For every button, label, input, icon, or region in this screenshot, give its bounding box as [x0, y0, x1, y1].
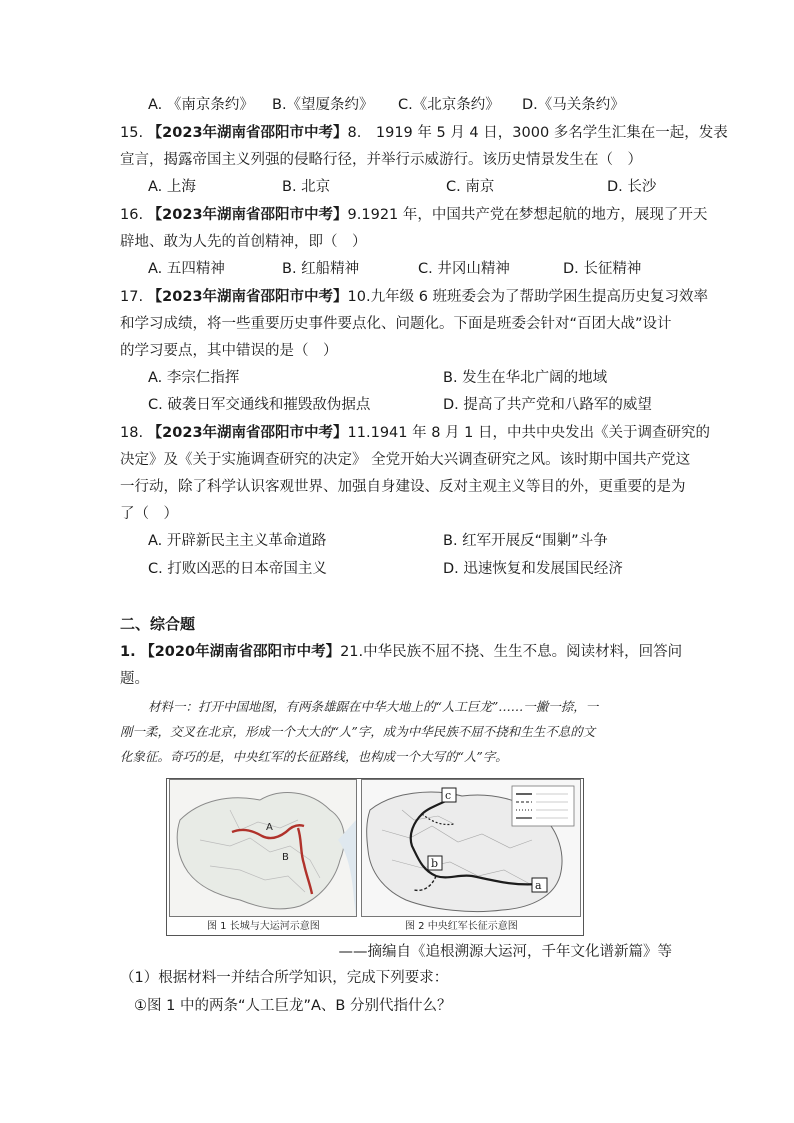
- q18-stem-line-4: 了（ ）: [120, 506, 178, 522]
- q15-stem-line-1: [120, 123, 728, 143]
- fig1-caption: 图 1 长城与大运河示意图: [207, 921, 320, 932]
- fig2-label-c: c: [445, 789, 452, 802]
- comp1-number: 1.: [120, 644, 136, 660]
- q18-option-d: D. 迅速恢复和发展国民经济: [443, 561, 623, 577]
- fig1-label-a: A: [266, 822, 273, 833]
- sub-question-1-1: ①图 1 中的两条“人工巨龙”A、B 分别代指什么？: [134, 998, 452, 1014]
- figure-maps: [166, 778, 584, 936]
- comp1-source: 【2020年湖南省邵阳市中考】: [140, 644, 341, 660]
- q16-number: 16.: [120, 207, 144, 223]
- q18-stem-line-2: 决定》及《关于实施调查研究的决定》 全党开始大兴调查研究之风。该时期中国共产党这: [120, 452, 691, 468]
- q15-source: 【2023年湖南省邵阳市中考】: [147, 125, 348, 141]
- material-source: ——摘编自《追根溯源大运河，千年文化谱新篇》等: [338, 944, 672, 960]
- sub-question-1: （1）根据材料一并结合所学知识，完成下列要求：: [120, 970, 449, 986]
- q14-option-b: B.《望厦条约》: [272, 97, 374, 113]
- q14-option-a: A. 《南京条约》: [148, 97, 254, 113]
- q18-stem-line-1: [120, 423, 710, 443]
- fig1-label-b: B: [282, 852, 289, 863]
- q15-option-a: A. 上海: [148, 179, 196, 195]
- q16-option-c: C. 井冈山精神: [418, 261, 510, 277]
- q17-option-d: D. 提高了共产党和八路军的威望: [443, 397, 652, 413]
- q18-text: 11.1941 年 8 月 1 日，中共中央发出《关于调查研究的: [347, 425, 710, 441]
- q17-stem-line-3: 的学习要点，其中错误的是（ ）: [120, 343, 338, 359]
- q18-option-b: B. 红军开展反“围剿”斗争: [443, 533, 608, 549]
- q18-source: 【2023年湖南省邵阳市中考】: [147, 425, 348, 441]
- map-long-march: [361, 779, 581, 917]
- q17-option-a: A. 李宗仁指挥: [148, 370, 240, 386]
- comp1-text: 21.中华民族不屈不挠、生生不息。阅读材料，回答问: [340, 644, 683, 660]
- q15-number: 15.: [120, 125, 144, 141]
- q16-option-b: B. 红船精神: [282, 261, 360, 277]
- q17-option-c: C. 破袭日军交通线和摧毁敌伪据点: [148, 397, 371, 413]
- q16-option-a: A. 五四精神: [148, 261, 225, 277]
- q15-stem-line-2: 宣言，揭露帝国主义列强的侵略行径，并举行示威游行。该历史情景发生在（ ）: [120, 152, 642, 168]
- q18-option-c: C. 打败凶恶的日本帝国主义: [148, 561, 327, 577]
- comp1-stem-line-2: 题。: [120, 671, 149, 687]
- q17-stem-line-1: [120, 287, 708, 307]
- material-line-1: 材料一：打开中国地图，有两条雄踞在中华大地上的“人工巨龙”……一撇一捺，一: [148, 699, 599, 714]
- material-line-3: 化象征。奇巧的是，中央红军的长征路线，也构成一个大写的“人”字。: [120, 749, 508, 764]
- q17-text: 10.九年级 6 班班委会为了帮助学困生提高历史复习效率: [347, 289, 709, 305]
- fig2-caption: 图 2 中央红军长征示意图: [405, 921, 518, 932]
- q15-option-b: B. 北京: [282, 179, 331, 195]
- q17-number: 17.: [120, 289, 144, 305]
- q18-stem-line-3: 一行动，除了科学认识客观世界、加强自身建设、反对主观主义等目的外，更重要的是为: [120, 479, 686, 495]
- map2-svg: [362, 780, 580, 916]
- q14-option-d: D.《马关条约》: [522, 97, 625, 113]
- q17-option-b: B. 发生在华北广阔的地域: [443, 370, 608, 386]
- q18-option-a: A. 开辟新民主主义革命道路: [148, 533, 327, 549]
- comp1-stem-line-1: [120, 642, 682, 662]
- q18-number: 18.: [120, 425, 144, 441]
- q16-stem-line-1: [120, 205, 707, 225]
- section-title: 二、综合题: [120, 615, 196, 633]
- q16-stem-line-2: 辟地、敢为人先的首创精神，即（ ）: [120, 234, 367, 250]
- q15-option-d: D. 长沙: [607, 179, 657, 195]
- q16-text: 9.1921 年，中国共产党在梦想起航的地方，展现了开天: [347, 207, 708, 223]
- q16-source: 【2023年湖南省邵阳市中考】: [147, 207, 348, 223]
- q14-option-c: C.《北京条约》: [398, 97, 500, 113]
- map-great-wall-canal: [169, 779, 357, 917]
- q15-text: 8. 1919 年 5 月 4 日，3000 多名学生汇集在一起，发表: [347, 125, 728, 141]
- q15-option-c: C. 南京: [446, 179, 495, 195]
- map1-svg: [170, 780, 356, 916]
- fig2-label-b: b: [431, 857, 439, 870]
- material-line-2: 刚一柔，交叉在北京，形成一个大大的“人”字，成为中华民族不屈不挠和生生不息的文: [120, 724, 596, 739]
- q17-stem-line-2: 和学习成绩，将一些重要历史事件要点化、问题化。下面是班委会针对“百团大战”设计: [120, 316, 672, 332]
- fig2-label-a: a: [535, 879, 542, 892]
- q16-option-d: D. 长征精神: [563, 261, 642, 277]
- q17-source: 【2023年湖南省邵阳市中考】: [147, 289, 348, 305]
